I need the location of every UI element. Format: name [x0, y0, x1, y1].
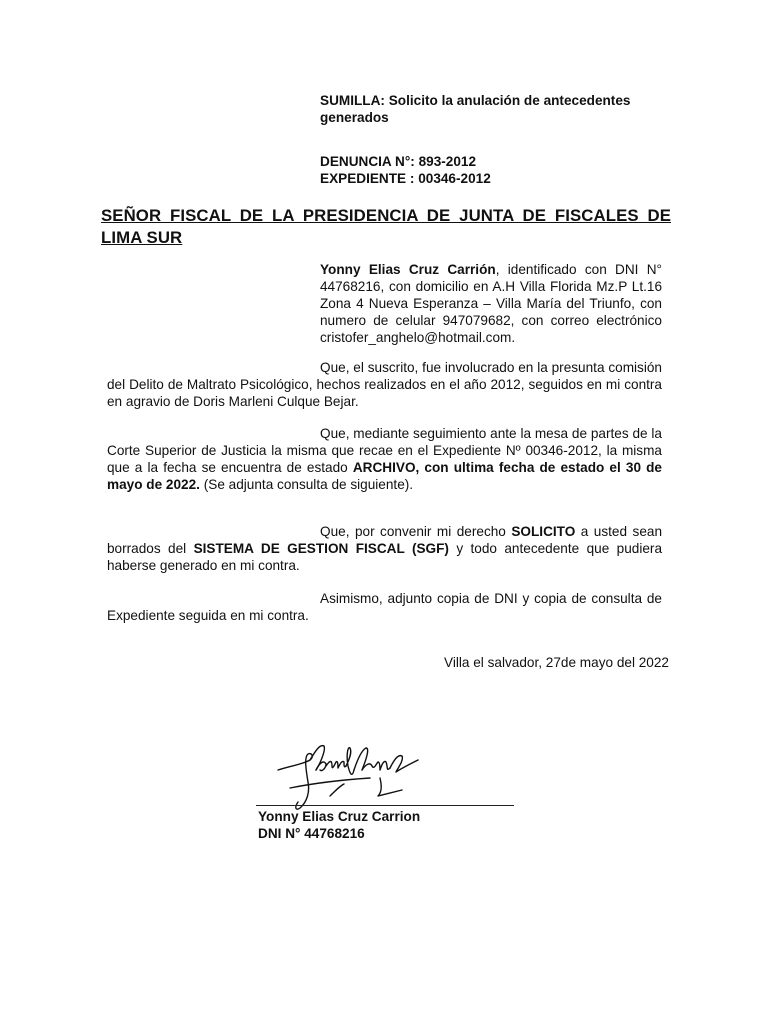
paragraph-2: [107, 425, 662, 493]
paragraph-1: Que, el suscrito, fue involucrado en la presunta comisión del Delito de Maltrato Psicológico, hechos realizados en el año 2012, seguidos en mi contra en agravio de Doris Marleni Culque Bejar.: [107, 360, 662, 409]
date-line: Villa el salvador, 27de mayo del 2022: [444, 655, 669, 670]
paragraph-3-sgf: SISTEMA DE GESTION FISCAL (SGF): [193, 541, 449, 556]
intro-paragraph: [320, 261, 662, 346]
sumilla: [320, 92, 650, 126]
intro-text: , identificado con DNI N° 44768216, con domicilio en A.H Villa Florida Mz.P Lt.16 Zona 4 Nueva Esperanza – Villa María del Triunfo, con numero de celular 947079682, con correo electrónico cristofer_anghelo@hotmail.com.: [320, 262, 662, 345]
handwritten-signature: [270, 730, 430, 815]
paragraph-3-text-b: a usted sean borrados del: [107, 524, 663, 556]
signature-line: [256, 805, 514, 806]
paragraph-2-text-b: (Se adjunta consulta de siguiente).: [199, 477, 414, 492]
signer-block: [258, 808, 420, 842]
paragraph-3: [107, 523, 662, 574]
petitioner-name: Yonny Elias Cruz Carrión: [320, 262, 496, 277]
paragraph-4: Asimismo, adjunto copia de DNI y copia de consulta de Expediente seguida en mi contra.: [107, 591, 662, 623]
paragraph-3-text-a: Que, por convenir mi derecho: [320, 524, 512, 539]
signer-dni: DNI N° 44768216: [258, 826, 365, 841]
denuncia-number: DENUNCIA N°: 893-2012: [320, 154, 477, 169]
signer-name: Yonny Elias Cruz Carrion: [258, 809, 421, 824]
paragraph-3-text-c: y todo antecedente que pudiera haberse generado en mi contra.: [107, 541, 662, 573]
paragraph-2-bold: ARCHIVO, con ultima fecha de estado el 30 de mayo de 2022.: [107, 460, 662, 492]
paragraph-2-text-a: Que, mediante seguimiento ante la mesa de partes de la Corte Superior de Justicia la misma que recae en el Expediente Nº 00346-2012, la misma que a la fecha se encuentra de estado: [107, 426, 662, 475]
addressee-heading: SEÑOR FISCAL DE LA PRESIDENCIA DE JUNTA DE FISCALES DE LIMA SUR: [101, 206, 671, 247]
sumilla-label: SUMILLA:: [320, 93, 385, 108]
sumilla-text: Solicito la anulación de antecedentes generados: [320, 93, 631, 125]
paragraph-3-solicito: SOLICITO: [511, 524, 576, 539]
expediente-number: EXPEDIENTE : 00346-2012: [320, 171, 491, 186]
